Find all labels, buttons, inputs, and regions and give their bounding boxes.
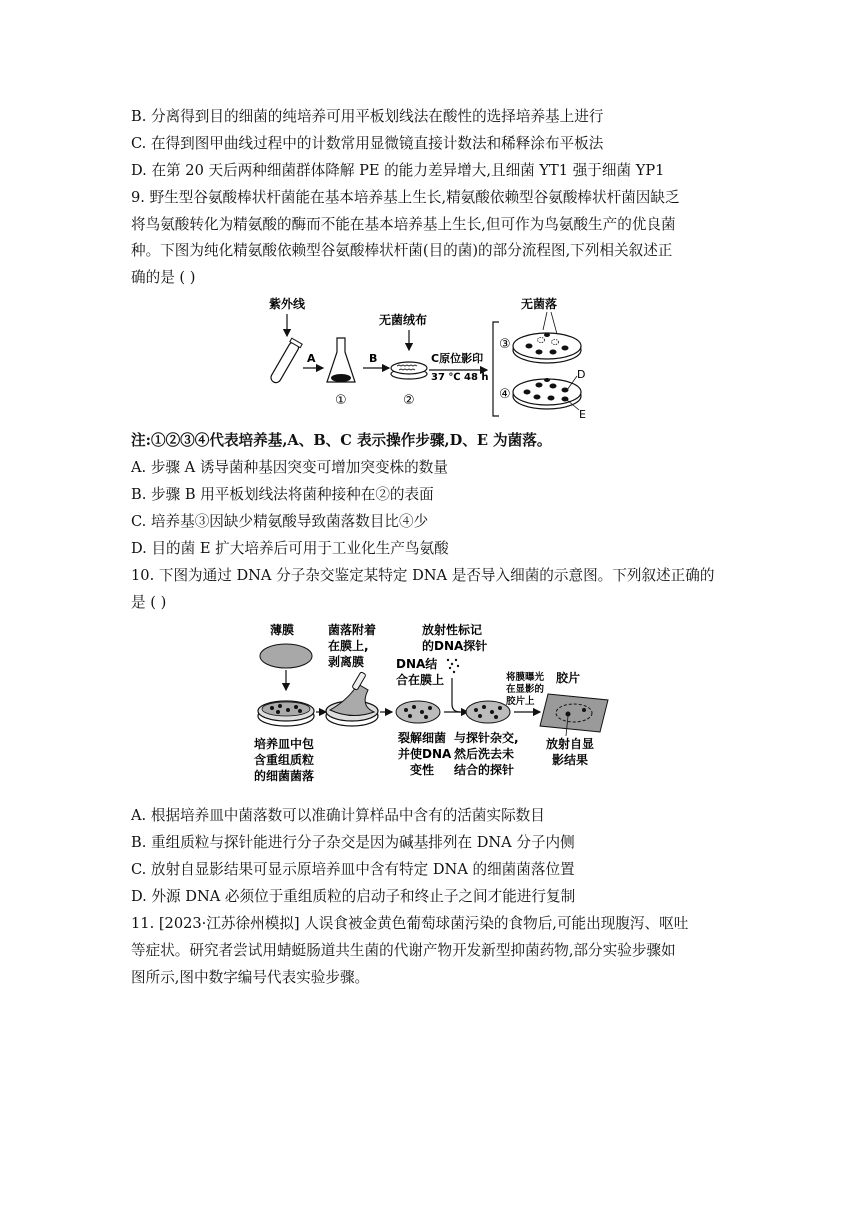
step-a-label: A — [307, 352, 316, 365]
medium-4-label: ④ — [499, 387, 511, 402]
test-tube-icon — [268, 338, 302, 385]
step-c-label: C原位影印 — [431, 352, 484, 365]
result-caption: 放射自显 — [546, 737, 595, 751]
dish-caption: 培养皿中包 — [254, 737, 315, 751]
film-icon — [540, 694, 608, 736]
dish-caption: 含重组质粒 — [254, 753, 315, 767]
medium-3-label: ③ — [499, 337, 511, 352]
q9-stem-line: 将鸟氨酸转化为精氨酸的酶而不能在基本培养基上生长,但可作为鸟氨酸生产的优良菌 — [131, 216, 676, 233]
step-b-label: B — [369, 352, 378, 365]
q9-purification-flowchart — [255, 290, 605, 425]
dna-bind-caption: DNA结 — [396, 657, 438, 671]
q9-stem-line: 种。下图为纯化精氨酸依赖型谷氨酸棒状杆菌(目的菌)的部分流程图,下列相关叙述正 — [131, 242, 673, 259]
hybrid-caption: 与探针杂交, — [454, 731, 519, 745]
peeling-dish-icon — [326, 672, 378, 726]
q9-option-a: A. 步骤 A 诱导菌种基因突变可增加突变株的数量 — [131, 459, 448, 476]
plate-4-icon — [513, 378, 581, 409]
q10-stem-line: 10. 下图为通过 DNA 分子杂交鉴定某特定 DNA 是否导入细菌的示意图。下列叙述正确的 — [131, 567, 715, 584]
expose-caption: 胶片上 — [506, 696, 535, 707]
attach-caption: 在膜上, — [328, 639, 369, 653]
q10-stem-line: 是 ( ) — [131, 594, 167, 611]
expose-caption: 在显影的 — [506, 684, 545, 695]
q8-option-b: B. 分离得到目的细菌的纯培养可用平板划线法在酸性的选择培养基上进行 — [131, 108, 604, 125]
attach-caption: 菌落附着 — [328, 623, 377, 637]
q10-option-b: B. 重组质粒与探针能进行分子杂交是因为碱基排列在 DNA 分子内侧 — [131, 834, 575, 851]
membrane-label: 薄膜 — [270, 623, 295, 637]
probe-arrow — [452, 678, 460, 712]
membrane-with-dna-icon — [396, 701, 440, 723]
uv-label: 紫外线 — [269, 297, 306, 311]
q9-figure-note: 注:①②③④代表培养基,A、B、C 表示操作步骤,D、E 为菌落。 — [131, 432, 552, 449]
q9-option-c: C. 培养基③因缺少精氨酸导致菌落数目比④少 — [131, 513, 429, 530]
incubation-condition: 37 ℃ 48 h — [431, 372, 489, 383]
q11-stem-line: 等症状。研究者尝试用蜻蜓肠道共生菌的代谢产物开发新型抑菌药物,部分实验步骤如 — [131, 942, 676, 959]
flask-icon — [327, 338, 355, 382]
probe-caption: 放射性标记 — [422, 623, 483, 637]
q10-option-d: D. 外源 DNA 必须位于重组质粒的启动子和终止子之间才能进行复制 — [131, 888, 576, 905]
membrane-icon — [260, 644, 312, 668]
hybrid-caption: 结合的探针 — [454, 763, 515, 777]
film-label: 胶片 — [556, 671, 581, 685]
no-colony-pointer — [543, 312, 547, 330]
attach-caption: 剥离膜 — [328, 655, 365, 669]
lyse-caption: 并使DNA — [398, 747, 452, 761]
hybridized-membrane-icon — [466, 701, 510, 723]
colony-e-label: E — [579, 408, 586, 421]
colony-d-label: D — [577, 368, 586, 381]
probe-dots-icon — [447, 659, 459, 673]
q8-option-d: D. 在第 20 天后两种细菌群体降解 PE 的能力差异增大,且细菌 YT1 强于细菌 YP1 — [131, 162, 665, 179]
probe-caption: 的DNA探针 — [422, 639, 488, 653]
q9-stem-line: 9. 野生型谷氨酸棒状杆菌能在基本培养基上生长,精氨酸依赖型谷氨酸棒状杆菌因缺乏 — [131, 189, 680, 206]
dna-bind-caption: 合在膜上 — [396, 673, 445, 687]
lyse-caption: 变性 — [410, 763, 435, 777]
plate-3-icon — [513, 333, 581, 363]
q10-option-c: C. 放射自显影结果可显示原培养皿中含有特定 DNA 的细菌菌落位置 — [131, 861, 575, 878]
no-colony-label: 无菌落 — [521, 297, 558, 311]
medium-1-label: ① — [335, 393, 347, 408]
hybrid-caption: 然后洗去未 — [454, 747, 515, 761]
medium-2-label: ② — [403, 393, 415, 408]
plate-2-icon — [391, 362, 427, 379]
q9-option-d: D. 目的菌 E 扩大培养后可用于工业化生产鸟氨酸 — [131, 540, 449, 557]
q10-hybridization-diagram — [250, 620, 620, 800]
q9-stem-line: 确的是 ( ) — [131, 269, 196, 286]
q11-stem-line: 11. [2023·江苏徐州模拟] 人误食被金黄色葡萄球菌污染的食物后,可能出现腹泻、呕吐 — [131, 915, 689, 932]
expose-caption: 将膜曝光 — [506, 672, 545, 683]
q10-option-a: A. 根据培养皿中菌落数可以准确计算样品中含有的活菌实际数目 — [131, 807, 545, 824]
q8-option-c: C. 在得到图甲曲线过程中的计数常用显微镜直接计数法和稀释涂布平板法 — [131, 135, 604, 152]
lyse-caption: 裂解细菌 — [398, 731, 447, 745]
q9-option-b: B. 步骤 B 用平板划线法将菌种接种在②的表面 — [131, 486, 434, 503]
velvet-label: 无菌绒布 — [379, 313, 428, 327]
result-caption: 影结果 — [552, 753, 589, 767]
dish-caption: 的细菌菌落 — [254, 769, 315, 783]
q11-stem-line: 图所示,图中数字编号代表实验步骤。 — [131, 969, 370, 986]
culture-dish-icon — [258, 701, 314, 726]
no-colony-pointer — [551, 312, 557, 334]
